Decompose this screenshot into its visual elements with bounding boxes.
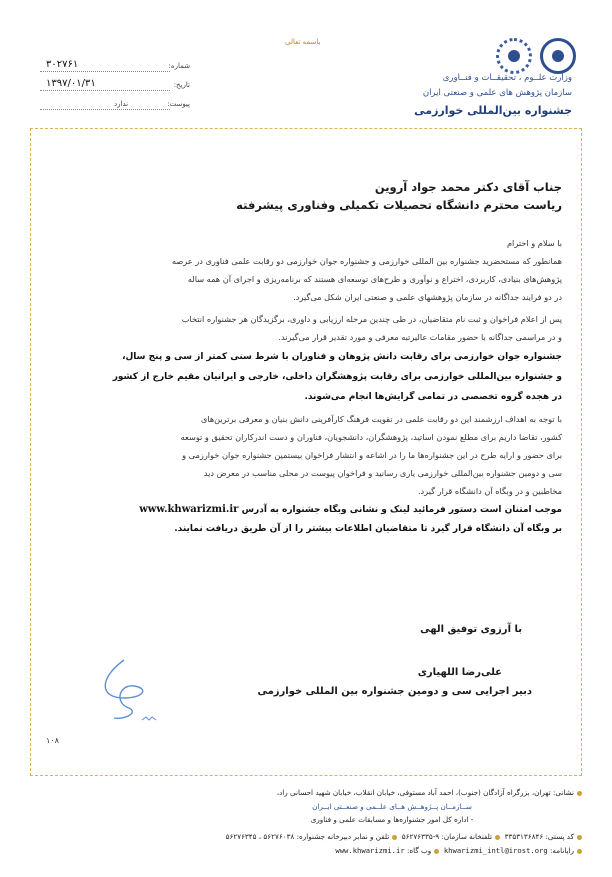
attachment-value: ندارد — [114, 100, 129, 108]
bullet-icon — [577, 835, 582, 840]
paragraph-line: مخاطبین و در وبگاه آن دانشگاه قرار گیرد. — [417, 486, 562, 496]
attachment-field — [40, 98, 190, 110]
postal-value: ۳۳۵۳۱۳۶۸۴۶ — [504, 832, 544, 841]
bullet-icon — [577, 791, 582, 796]
attachment-label: پیوست: — [167, 100, 190, 108]
paragraph-line: پس از اعلام فراخوان و ثبت نام متقاضیان، در طی چندین مرحله ارزیابی و داوری، برگزیدگان هر جشنواره انتخاب — [181, 314, 562, 324]
bold-paragraph-line: جشنواره جوان خوارزمی برای رقابت دانش پژوهان و فناوران با شرط سنی کمتر از سی و پنج سال، — [122, 352, 562, 362]
irost-emblem-icon — [540, 38, 576, 74]
ministry-name: وزارت علــوم ، تحقیقــات و فنــاوری — [442, 73, 572, 83]
footer-online — [335, 846, 582, 855]
paragraph-line: سی و دومین جشنواره بین‌المللی خوارزمی یاری رسانید و فراخوان پیوست در محلی مناسب در معرض دید — [203, 468, 562, 478]
email-label: رایانامه: — [550, 846, 574, 855]
footer-address — [277, 788, 582, 797]
secretariat-value: ۵۶۲۷۶۰۳۸ ، ۵۶۲۷۶۳۴۵ — [225, 832, 295, 841]
paragraph-line: پژوهش‌های بنیادی، کاربردی، اختراع و نوآوری و طرح‌های توسعه‌ای هستند که برنامه‌ریزی و اجرای آن همه ساله — [187, 274, 562, 284]
secretariat-label: تلفن و نمابر دبیرخانه جشنواره: — [296, 832, 390, 841]
letter-date-field — [40, 79, 190, 91]
request-text: موجب امتنان است دستور فرمائید لینک و نشانی وبگاه جشنواره به آدرس — [241, 505, 562, 515]
postal-label: کد پستی: — [545, 832, 574, 841]
closing: با آرزوی توفیق الهی — [420, 624, 522, 635]
web-link[interactable]: www.khwarizmi.ir — [335, 846, 405, 855]
bullet-icon — [392, 835, 397, 840]
logos — [486, 38, 576, 74]
signer-name: علی‌رضا اللهیاری — [417, 667, 502, 678]
website-link[interactable]: www.khwarizmi.ir — [139, 504, 239, 515]
khwarizmi-emblem-icon — [496, 38, 532, 74]
request-line — [139, 504, 562, 515]
page-number: ۱۰۸ — [46, 736, 59, 745]
bullet-icon — [495, 835, 500, 840]
number-value: ۳۰۲۷۶۱ — [46, 59, 79, 70]
letter-number-field — [40, 60, 190, 72]
footer-address-2: ســازمــان پــژوهــش هــای علــمی و صنعــتی ایــران — [312, 802, 472, 811]
footer-address-3: - اداره کل امور جشنواره‌ها و مسابقات علمی و فناوری — [310, 815, 474, 824]
request-line-2: بر وبگاه آن دانشگاه قرار گیرد تا متقاضیان اطلاعات بیشتر را از آن طریق دریافت نمایند. — [174, 524, 562, 534]
bismillah: باسمه تعالی — [285, 38, 321, 46]
festival-title: جشنواره بین‌المللی خوارزمی — [414, 104, 572, 117]
signer-title: دبیر اجرایی سی و دومین جشنواره بین المللی خوارزمی — [257, 686, 532, 697]
switchboard-label: تلفنخانه سازمان: — [441, 832, 493, 841]
bullet-icon — [577, 849, 582, 854]
paragraph-line: کشور، تقاضا داریم برای مطلع نمودن اساتید، پژوهشگران، دانشجویان، فناوران و دست اندرکاران تحقیق و توسعه — [180, 432, 562, 442]
footer-contacts — [226, 832, 582, 841]
paragraph-line: و در مراسمی جداگانه با حضور مقامات عالیرتبه معرفی و مورد تقدیر قرار می‌گیرند. — [278, 332, 562, 342]
organization-name: سازمان پژوهش های علمی و صنعتی ایران — [422, 88, 572, 98]
email-link[interactable]: khwarizmi_intl@irost.org — [443, 846, 548, 855]
paragraph-line: همانطور که مستحضرید جشنواره بین المللی خوارزمی و جشنواره جوان خوارزمی دو رقابت علمی فناوری در عرصه — [171, 256, 562, 266]
number-label: شماره: — [168, 62, 190, 70]
recipient-name: جناب آقای دکتر محمد جواد آروین — [374, 180, 562, 194]
bold-paragraph-line: و جشنواره بین‌المللی خوارزمی برای رقابت پژوهشگران داخلی، خارجی و ایرانیان مقیم خارج از کشور — [112, 372, 562, 382]
signature-image — [94, 658, 164, 728]
greeting: با سلام و احترام — [506, 238, 562, 248]
date-label: تاریخ: — [173, 81, 190, 89]
letterhead — [0, 0, 612, 128]
paragraph-line: در دو فرایند جداگانه در سازمان پژوهشهای علمی و صنعتی ایران شکل می‌گیرد. — [293, 292, 562, 302]
recipient-title: ریاست محترم دانشگاه تحصیلات تکمیلی وفناوری پیشرفته — [236, 198, 562, 212]
paragraph-line: با توجه به اهداف ارزشمند این دو رقابت علمی در تقویت فرهنگ کارآفرینی دانش بنیان و معرفی برترین‌های — [200, 414, 562, 424]
switchboard-value: ۹-۵۶۲۷۶۳۳۵ — [401, 832, 440, 841]
paragraph-line: برای حضور و ارایه طرح در این جشنواره‌ها ما را در اشاعه و انتشار فراخوان بیستمین جشنواره جوان خوارزمی و — [182, 450, 562, 460]
address-text: نشانی: تهران، بزرگراه آزادگان (جنوب)، احمد آباد مستوفی، خیابان انقلاب، خیابان شهید احسانی راد، — [276, 788, 574, 797]
bold-paragraph-line: در هجده گروه تخصصی در تمامی گرایش‌ها انجام می‌شوند. — [304, 392, 562, 402]
date-value: ۱۳۹۷/۰۱/۳۱ — [46, 78, 96, 89]
web-label: وب گاه: — [406, 846, 432, 855]
bullet-icon — [434, 849, 439, 854]
